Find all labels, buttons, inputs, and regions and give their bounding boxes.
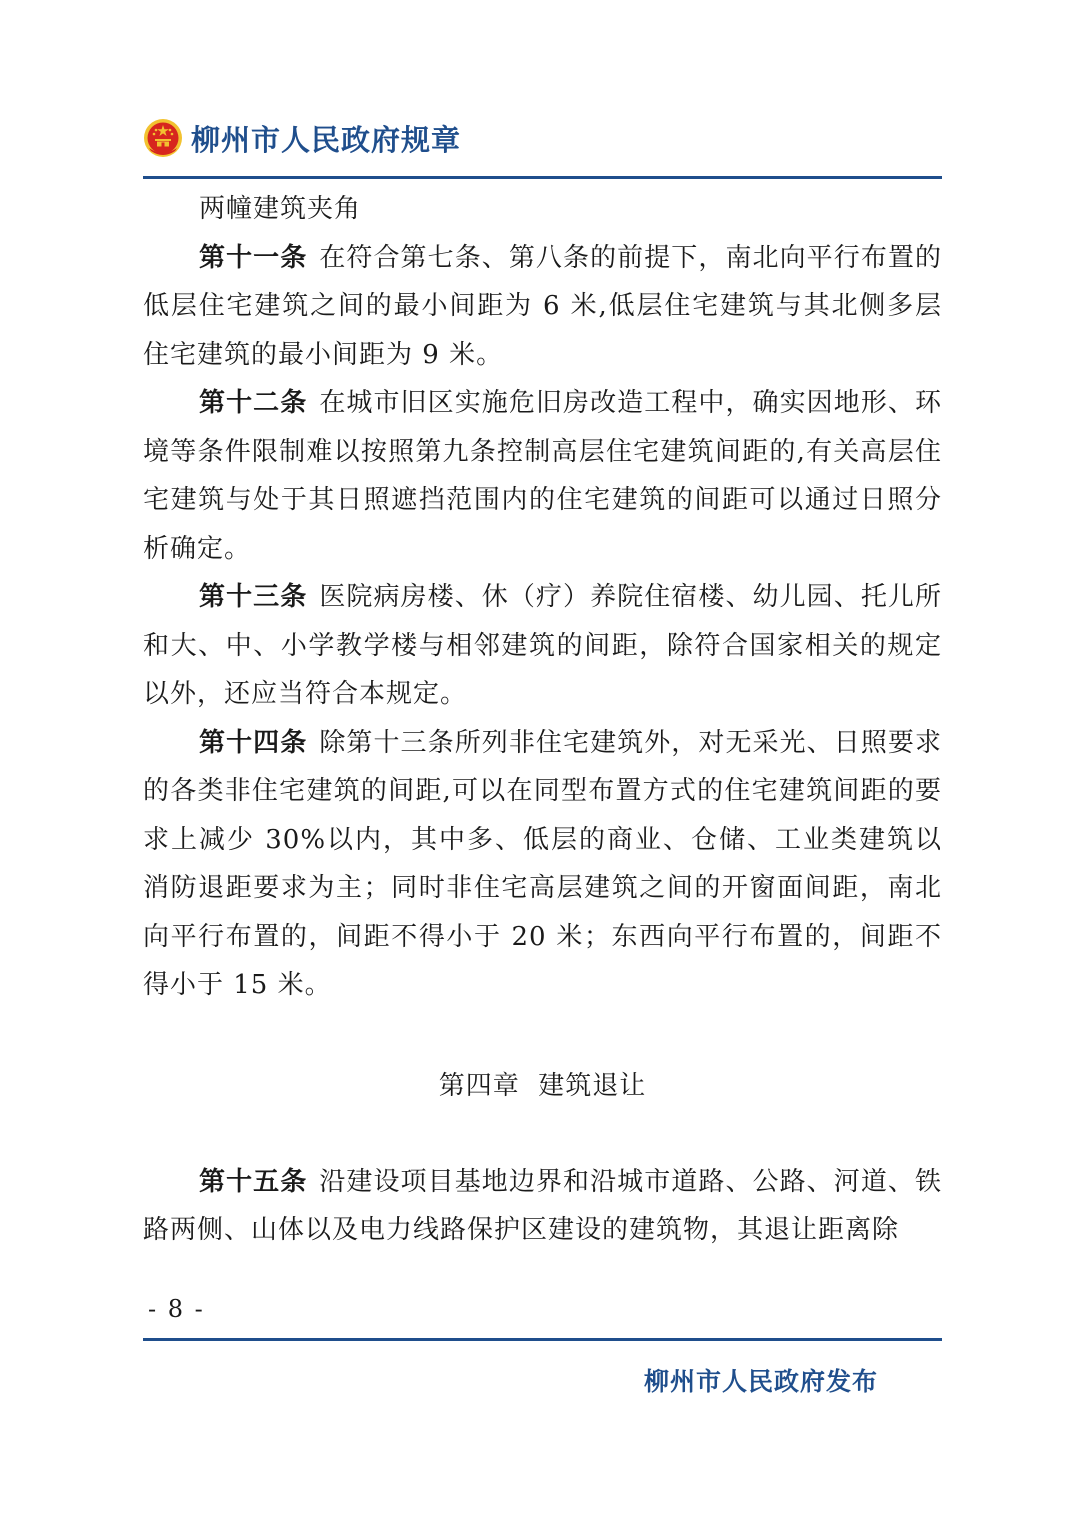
footer-divider [143,1338,942,1341]
article-label: 第十五条 [199,1166,308,1197]
article-text: 在符合第七条、第八条的前提下，南北向平行布置的低层住宅建筑之间的最小间距为 6 米,低层住宅建筑与其北侧多层住宅建筑的最小间距为 9 米。 [143,242,942,370]
header-divider [143,176,942,179]
document-body [143,185,942,1255]
article-15 [143,1158,942,1255]
article-label: 第十一条 [199,242,308,273]
article-label: 第十三条 [199,582,308,612]
article-text: 在城市旧区实施危旧房改造工程中，确实因地形、环境等条件限制难以按照第九条控制高层住宅建筑间距的,有关高层住宅建筑与处于其日照遮挡范围内的住宅建筑的间距可以通过日照分析确定。 [143,388,942,564]
continuation-text: 两幢建筑夹角 [199,194,362,224]
article-label: 第十四条 [199,727,308,758]
article-11 [143,234,942,380]
footer-publisher: 柳州市人民政府发布 [643,1367,878,1396]
article-text: 除第十三条所列非住宅建筑外，对无采光、日照要求的各类非住宅建筑的间距,可以在同型布置方式的住宅建筑间距的要求上减少 30%以内，其中多、低层的商业、仓储、工业类建筑以消防退距要求为主；同时非住宅高层建筑之间的开窗面间距，南北向平行布置的，间距不得小于 20 米；东西向平行布置的，间距不得小于 15 米。 [143,727,942,1000]
article-text: 医院病房楼、休（疗）养院住宿楼、幼儿园、托儿所和大、中、小学教学楼与相邻建筑的间距，除符合国家相关的规定以外，还应当符合本规定。 [143,582,942,709]
article-label: 第十二条 [199,388,308,418]
article-13 [143,573,942,719]
document-header [143,112,461,164]
header-title: 柳州市人民政府规章 [191,122,462,157]
article-14 [143,719,942,1010]
national-emblem-icon [143,118,183,158]
chapter-title: 第四章 建筑退让 [438,1070,647,1101]
page-number: - 8 - [148,1295,205,1323]
article-12 [143,379,942,573]
article-text: 沿建设项目基地边界和沿城市道路、公路、河道、铁路两侧、山体以及电力线路保护区建设的建筑物，其退让距离除 [143,1166,942,1245]
